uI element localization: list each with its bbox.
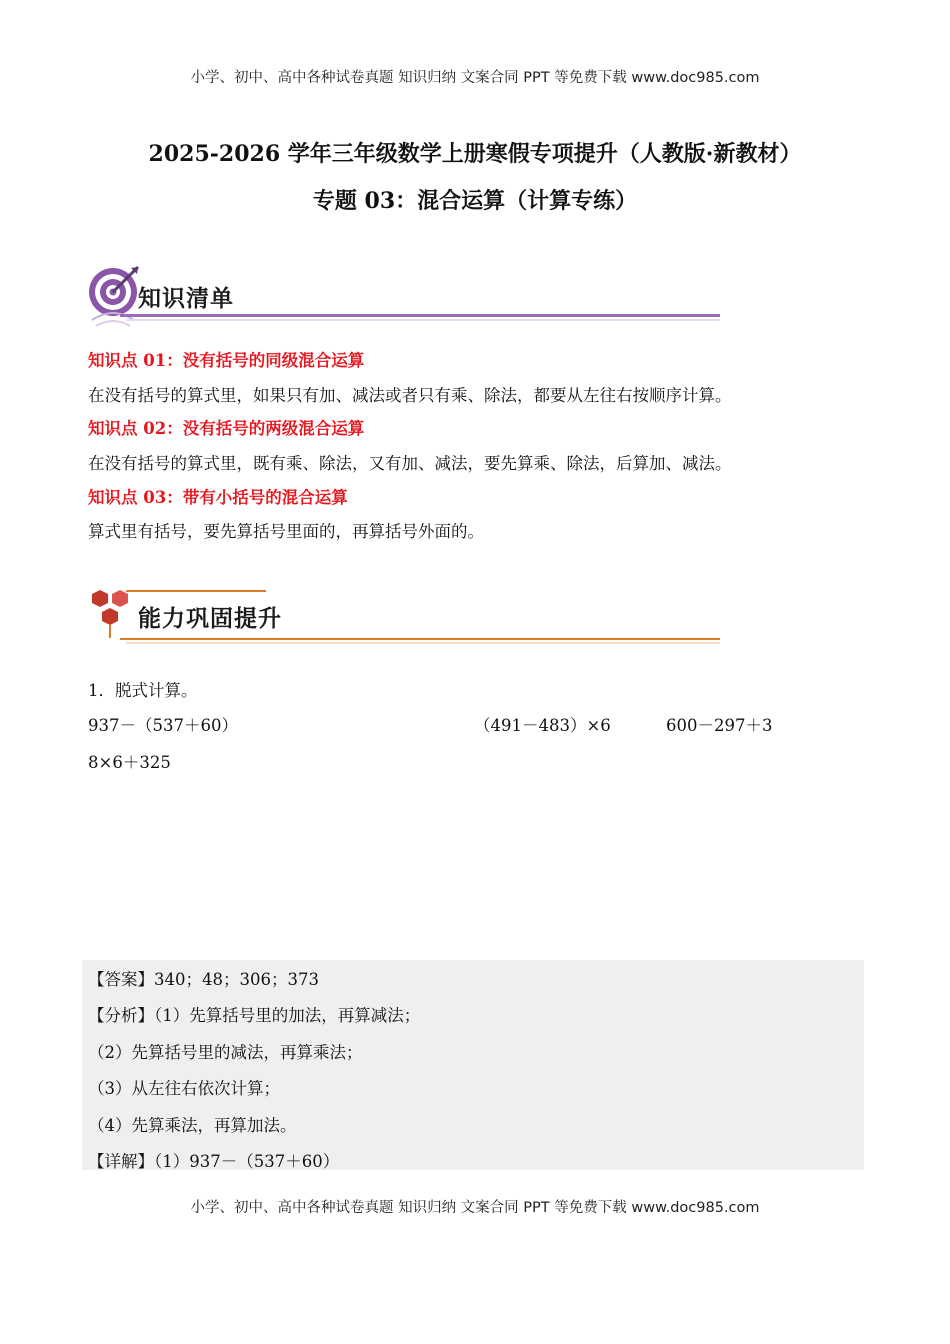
answer-line: 【答案】340；48；306；373 — [88, 970, 319, 989]
knowledge-point-3-body: 算式里有括号，要先算括号里面的，再算括号外面的。 — [88, 522, 484, 541]
knowledge-point-2-title: 知识点 02：没有括号的两级混合运算 — [88, 419, 365, 438]
analysis-line: （3）从左往右依次计算； — [88, 1079, 280, 1098]
analysis-line: 【分析】（1）先算括号里的加法，再算减法； — [88, 1006, 421, 1025]
question-item-1: 937－（537＋60） — [88, 716, 238, 735]
knowledge-rule — [120, 314, 720, 317]
question-title: 1．脱式计算。 — [88, 681, 198, 700]
page-footer: 小学、初中、高中各种试卷真题 知识归纳 文案合同 PPT 等免费下载 www.doc985.com — [190, 1200, 760, 1216]
page-header: 小学、初中、高中各种试卷真题 知识归纳 文案合同 PPT 等免费下载 www.doc985.com — [190, 70, 760, 86]
knowledge-banner — [86, 258, 726, 338]
hexagon-icon — [86, 584, 142, 640]
practice-rule-shadow — [126, 642, 720, 644]
knowledge-point-1-title: 知识点 01：没有括号的同级混合运算 — [88, 351, 365, 370]
analysis-line: （4）先算乘法，再算加法。 — [88, 1116, 297, 1135]
question-item-3: 600－297＋3 — [666, 716, 773, 735]
detail-line: 【详解】（1）937－（537＋60） — [88, 1152, 340, 1171]
practice-banner — [86, 584, 726, 654]
question-item-2: （491－483）×6 — [474, 716, 611, 735]
question-item-4: 8×6＋325 — [88, 753, 171, 772]
knowledge-rule-shadow — [126, 319, 720, 321]
practice-rule — [120, 638, 720, 640]
knowledge-point-3-title: 知识点 03：带有小括号的混合运算 — [88, 488, 348, 507]
analysis-line: （2）先算括号里的减法，再算乘法； — [88, 1043, 363, 1062]
document-title: 2025-2026 学年三年级数学上册寒假专项提升（人教版·新教材） — [148, 141, 802, 167]
practice-rule-top — [126, 590, 266, 592]
document-subtitle: 专题 03：混合运算（计算专练） — [312, 188, 638, 214]
answer-box — [82, 960, 864, 1170]
knowledge-point-2-body: 在没有括号的算式里，既有乘、除法，又有加、减法，要先算乘、除法，后算加、减法。 — [88, 454, 732, 473]
knowledge-heading: 知识清单 — [138, 286, 234, 312]
practice-heading: 能力巩固提升 — [138, 606, 282, 632]
knowledge-point-1-body: 在没有括号的算式里，如果只有加、减法或者只有乘、除法，都要从左往右按顺序计算。 — [88, 386, 732, 405]
